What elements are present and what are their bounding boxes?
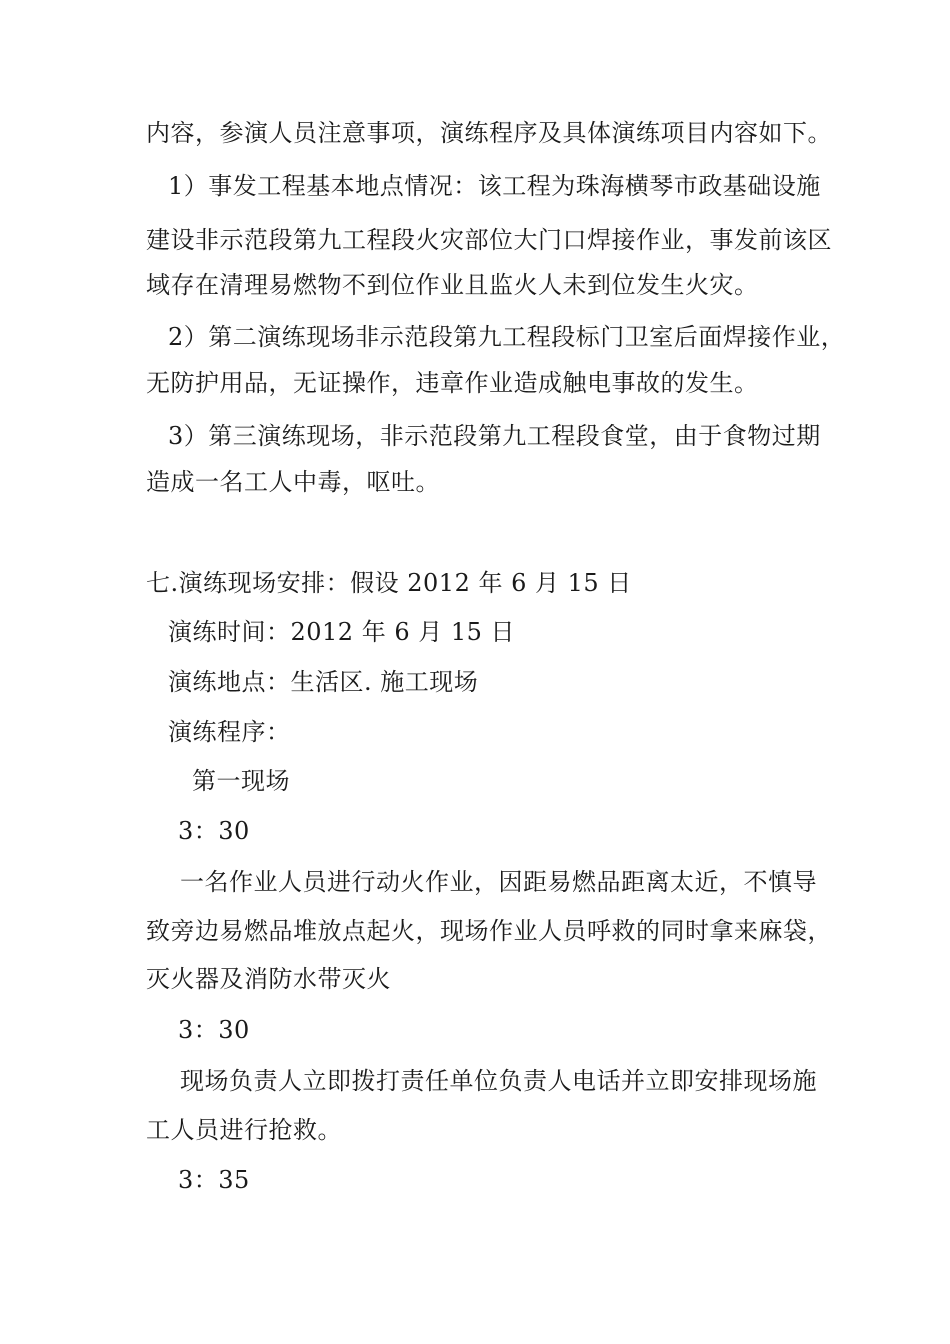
drill-time: 演练时间：2012 年 6 月 15 日	[168, 618, 516, 646]
list-item-3-line: 3）第三演练现场，非示范段第九工程段食堂，由于食物过期	[168, 422, 821, 450]
timestamp: 3：30	[178, 817, 250, 845]
section-heading: 七.演练现场安排：假设 2012 年 6 月 15 日	[146, 569, 632, 597]
list-item-3-line: 造成一名工人中毒，呕吐。	[146, 468, 440, 496]
timestamp: 3：35	[178, 1166, 250, 1194]
procedure-step-line: 工人员进行抢救。	[146, 1116, 342, 1144]
scene-label: 第一现场	[192, 767, 290, 795]
procedure-step-line: 一名作业人员进行动火作业，因距易燃品距离太近，不慎导	[180, 868, 817, 896]
list-item-2-line: 无防护用品，无证操作，违章作业造成触电事故的发生。	[146, 369, 759, 397]
procedure-step-line: 致旁边易燃品堆放点起火，现场作业人员呼救的同时拿来麻袋，	[146, 917, 832, 945]
list-item-1-line: 建设非示范段第九工程段火灾部位大门口焊接作业，事发前该区	[146, 226, 832, 254]
drill-location: 演练地点：生活区. 施工现场	[168, 668, 479, 696]
timestamp: 3：30	[178, 1016, 250, 1044]
list-item-1-line: 1）事发工程基本地点情况：该工程为珠海横琴市政基础设施	[168, 172, 821, 200]
paragraph-line: 内容，参演人员注意事项，演练程序及具体演练项目内容如下。	[146, 119, 832, 147]
procedure-step-line: 现场负责人立即拨打责任单位负责人电话并立即安排现场施	[180, 1067, 817, 1095]
list-item-2-line: 2）第二演练现场非示范段第九工程段标门卫室后面焊接作业，	[168, 323, 846, 351]
list-item-1-line: 域存在清理易燃物不到位作业且监火人未到位发生火灾。	[146, 271, 759, 299]
drill-procedure-label: 演练程序：	[168, 718, 291, 746]
procedure-step-line: 灭火器及消防水带灭火	[146, 965, 391, 993]
